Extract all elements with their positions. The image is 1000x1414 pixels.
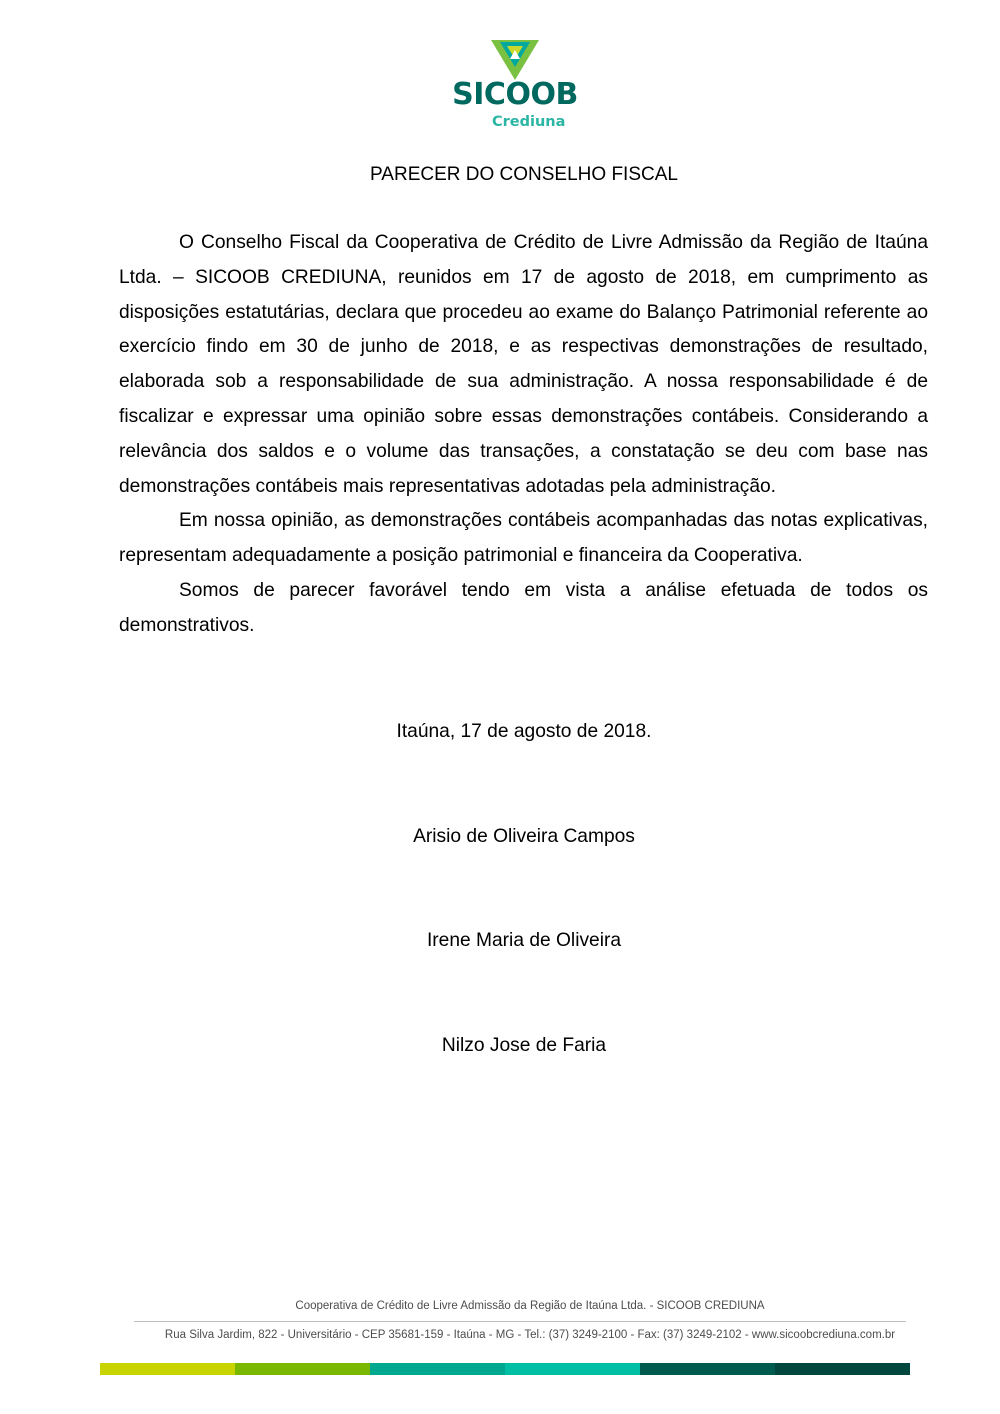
paragraph: O Conselho Fiscal da Cooperativa de Crédito de Livre Admissão da Região de Itaúna Ltda. – SICOOB CREDIUNA, reunidos em 17 de agosto de 2018, em cumprimento as disposições estatutárias, declara que procedeu ao exame do Balanço Patrimonial referente ao exercício findo em 30 de junho de 2018, e as respectivas demonstrações de resultado, elaborada sob a responsabilidade de sua administração. A nossa responsabilidade é de fiscalizar e expressar uma opinião sobre essas demonstrações contábeis. Considerando a relevância dos saldos e o volume das transações, a constatação se deu com base nas demonstrações contábeis mais representativas adotadas pela administração. — [119, 232, 928, 497]
document-body — [119, 226, 928, 644]
signatory-name: Arisio de Oliveira Campos — [413, 826, 635, 847]
color-bar-segment — [100, 1363, 235, 1375]
color-bar-segment — [775, 1363, 910, 1375]
color-bar-segment — [640, 1363, 775, 1375]
logo-brand-text: SICOOB — [452, 77, 578, 112]
color-bar-segment — [370, 1363, 505, 1375]
date-line: Itaúna, 17 de agosto de 2018. — [396, 721, 652, 742]
footer-address: Rua Silva Jardim, 822 - Universitário - CEP 35681-159 - Itaúna - MG - Tel.: (37) 3249-2100 - Fax: (37) 3249-2102 - www.sicoobcrediuna.com.br — [164, 1329, 896, 1341]
paragraph: Em nossa opinião, as demonstrações contábeis acompanhadas das notas explicativas, representam adequadamente a posição patrimonial e financeira da Cooperativa. — [119, 510, 928, 567]
color-bar-segment — [235, 1363, 370, 1375]
footer-divider — [134, 1321, 906, 1322]
signatory-name: Nilzo Jose de Faria — [441, 1035, 607, 1056]
sicoob-logo-mark-icon — [491, 40, 539, 80]
paragraph: Somos de parecer favorável tendo em vista a análise efetuada de todos os demonstrativos. — [119, 579, 928, 636]
signatory-name: Irene Maria de Oliveira — [426, 930, 622, 951]
logo-sub-text: Crediuna — [492, 114, 566, 130]
footer-organization: Cooperativa de Crédito de Livre Admissão da Região de Itaúna Ltda. - SICOOB CREDIUNA — [295, 1300, 765, 1312]
footer-color-bar — [100, 1363, 910, 1375]
document-title: PARECER DO CONSELHO FISCAL — [370, 164, 678, 185]
color-bar-segment — [505, 1363, 640, 1375]
sicoob-logo — [440, 38, 600, 138]
